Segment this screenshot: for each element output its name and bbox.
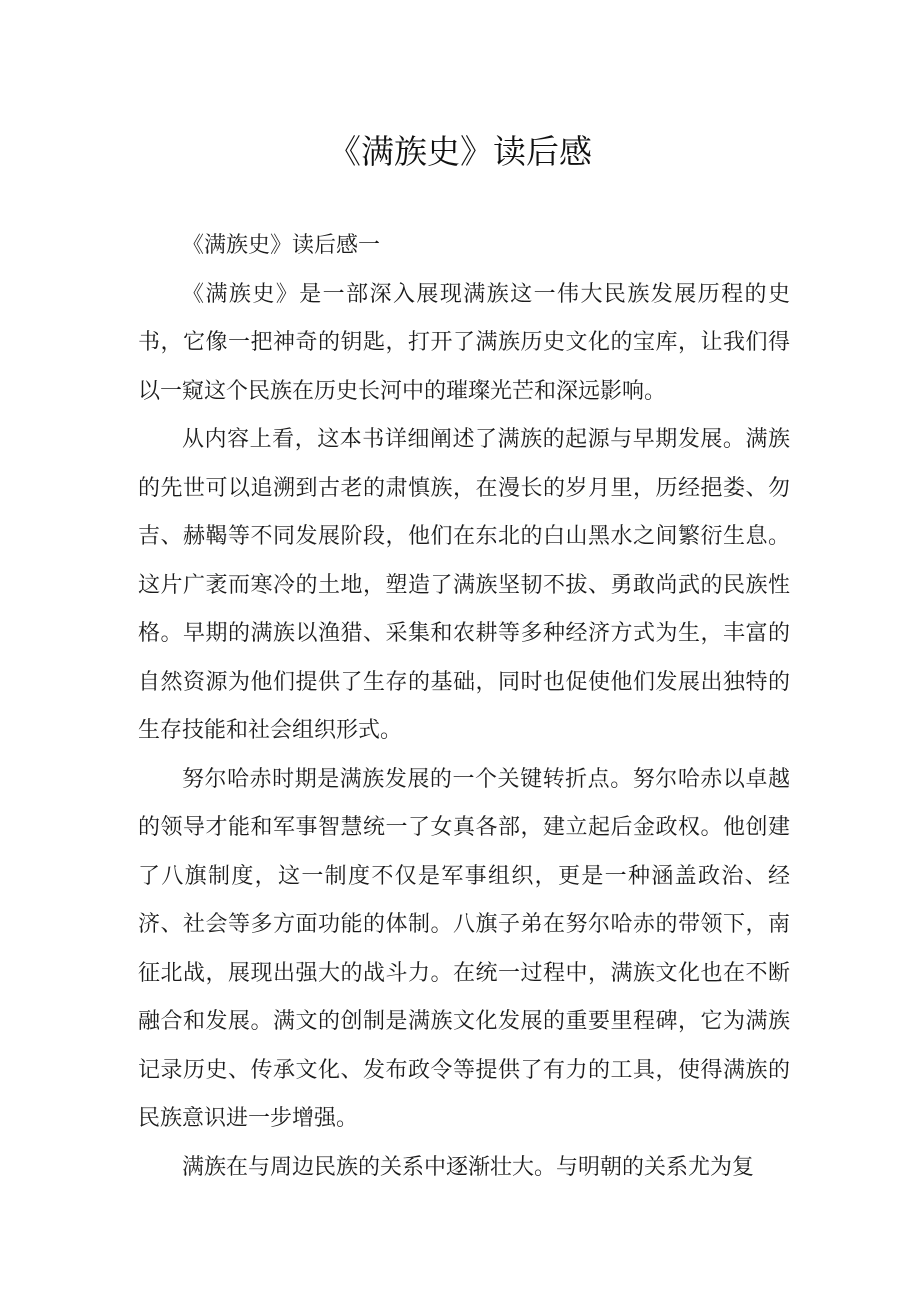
paragraph-2: 从内容上看，这本书详细阐述了满族的起源与早期发展。满族的先世可以追溯到古老的肃慎族，在漫长的岁月里，历经挹娄、勿吉、赫鞨等不同发展阶段，他们在东北的白山黑水之间繁衍生息。这片广袤而寒冷的土地，塑造了满族坚韧不拔、勇敢尚武的民族性格。早期的满族以渔猎、采集和农耕等多种经济方式为生，丰富的自然资源为他们提供了生存的基础，同时也促使他们发展出独特的生存技能和社会组织形式。: [138, 427, 790, 743]
section-heading: 《满族史》读后感一: [182, 233, 381, 258]
document-body: [138, 222, 790, 1192]
paragraph-3: 努尔哈赤时期是满族发展的一个关键转折点。努尔哈赤以卓越的领导才能和军事智慧统一了女真各部，建立起后金政权。他创建了八旗制度，这一制度不仅是军事组织，更是一种涵盖政治、经济、社会等多方面功能的体制。八旗子弟在努尔哈赤的带领下，南征北战，展现出强大的战斗力。在统一过程中，满族文化也在不断融合和发展。满文的创制是满族文化发展的重要里程碑，它为满族记录历史、传承文化、发布政令等提供了有力的工具，使得满族的民族意识进一步增强。: [138, 766, 790, 1131]
paragraph-4: 满族在与周边民族的关系中逐渐壮大。与明朝的关系尤为复: [182, 1154, 755, 1180]
paragraph-1: 《满族史》是一部深入展现满族这一伟大民族发展历程的史书，它像一把神奇的钥匙，打开了满族历史文化的宝库，让我们得以一窥这个民族在历史长河中的璀璨光芒和深远影响。: [138, 281, 790, 404]
document-title: 《满族史》读后感: [328, 132, 592, 171]
